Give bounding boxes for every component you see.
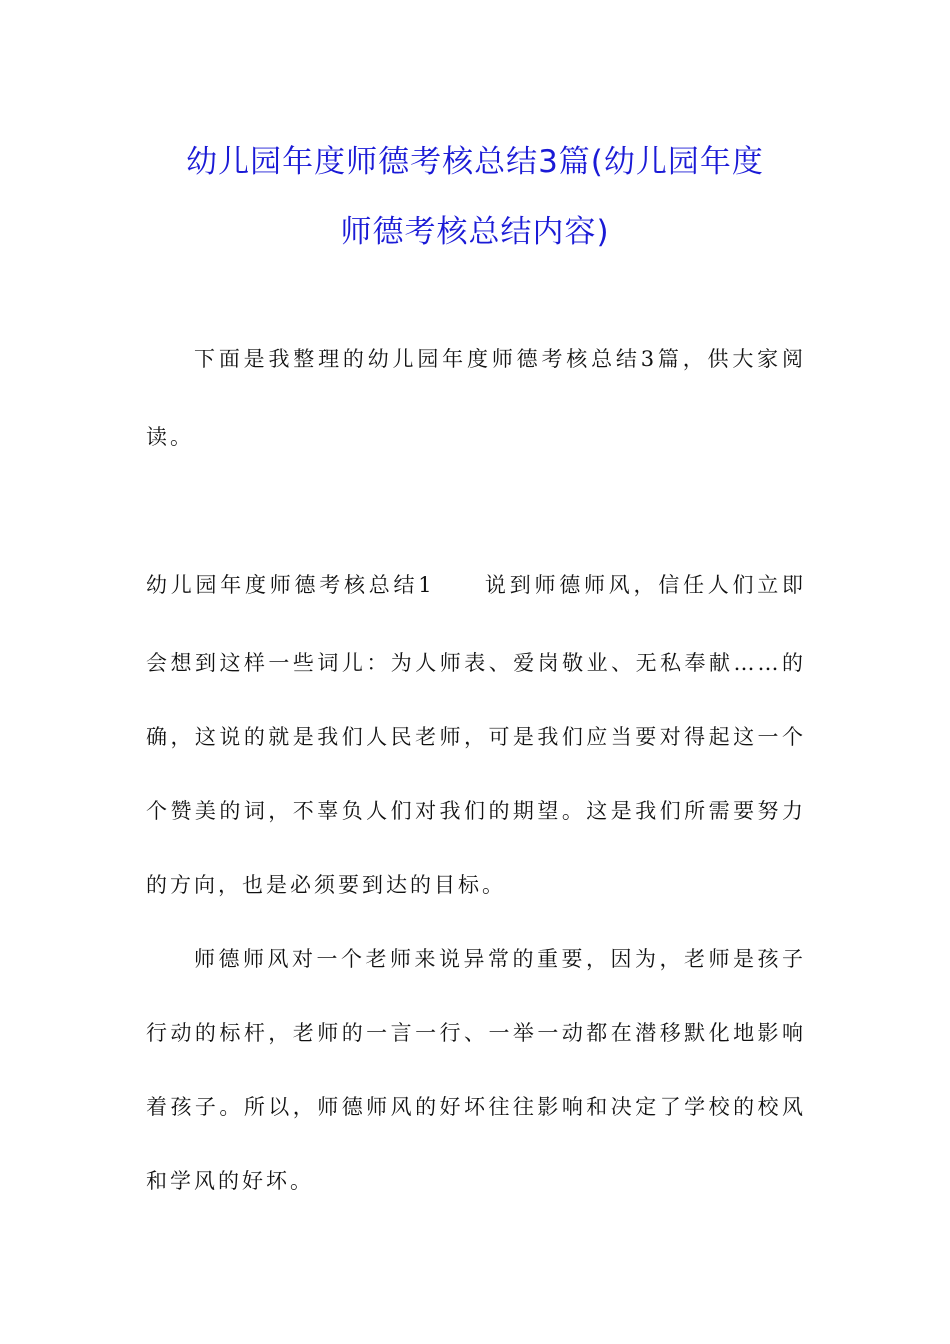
paragraph-2-line-4: 和学风的好坏。 bbox=[146, 1169, 314, 1193]
section-1-line-1: 幼儿园年度师德考核总结1 说到师德师风，信任人们立即 bbox=[146, 573, 806, 597]
document-title-line-1: 幼儿园年度师德考核总结3篇(幼儿园年度 bbox=[186, 144, 764, 180]
paragraph-2-line-2: 行动的标杆，老师的一言一行、一举一动都在潜移默化地影响 bbox=[146, 1021, 806, 1045]
paragraph-2-line-3: 着孩子。所以，师德师风的好坏往往影响和决定了学校的校风 bbox=[146, 1095, 806, 1119]
section-1-line-3: 确，这说的就是我们人民老师，可是我们应当要对得起这一个 bbox=[146, 725, 806, 749]
section-1-line-2: 会想到这样一些词儿：为人师表、爱岗敬业、无私奉献……的 bbox=[146, 651, 806, 675]
section-1-line-5: 的方向，也是必须要到达的目标。 bbox=[146, 873, 506, 897]
intro-line-1: 下面是我整理的幼儿园年度师德考核总结3篇，供大家阅 bbox=[194, 347, 806, 371]
document-title-line-2: 师德考核总结内容) bbox=[340, 214, 610, 250]
intro-line-2: 读。 bbox=[146, 425, 194, 449]
paragraph-2-line-1: 师德师风对一个老师来说异常的重要，因为，老师是孩子 bbox=[194, 947, 806, 971]
section-1-line-4: 个赞美的词，不辜负人们对我们的期望。这是我们所需要努力 bbox=[146, 799, 806, 823]
